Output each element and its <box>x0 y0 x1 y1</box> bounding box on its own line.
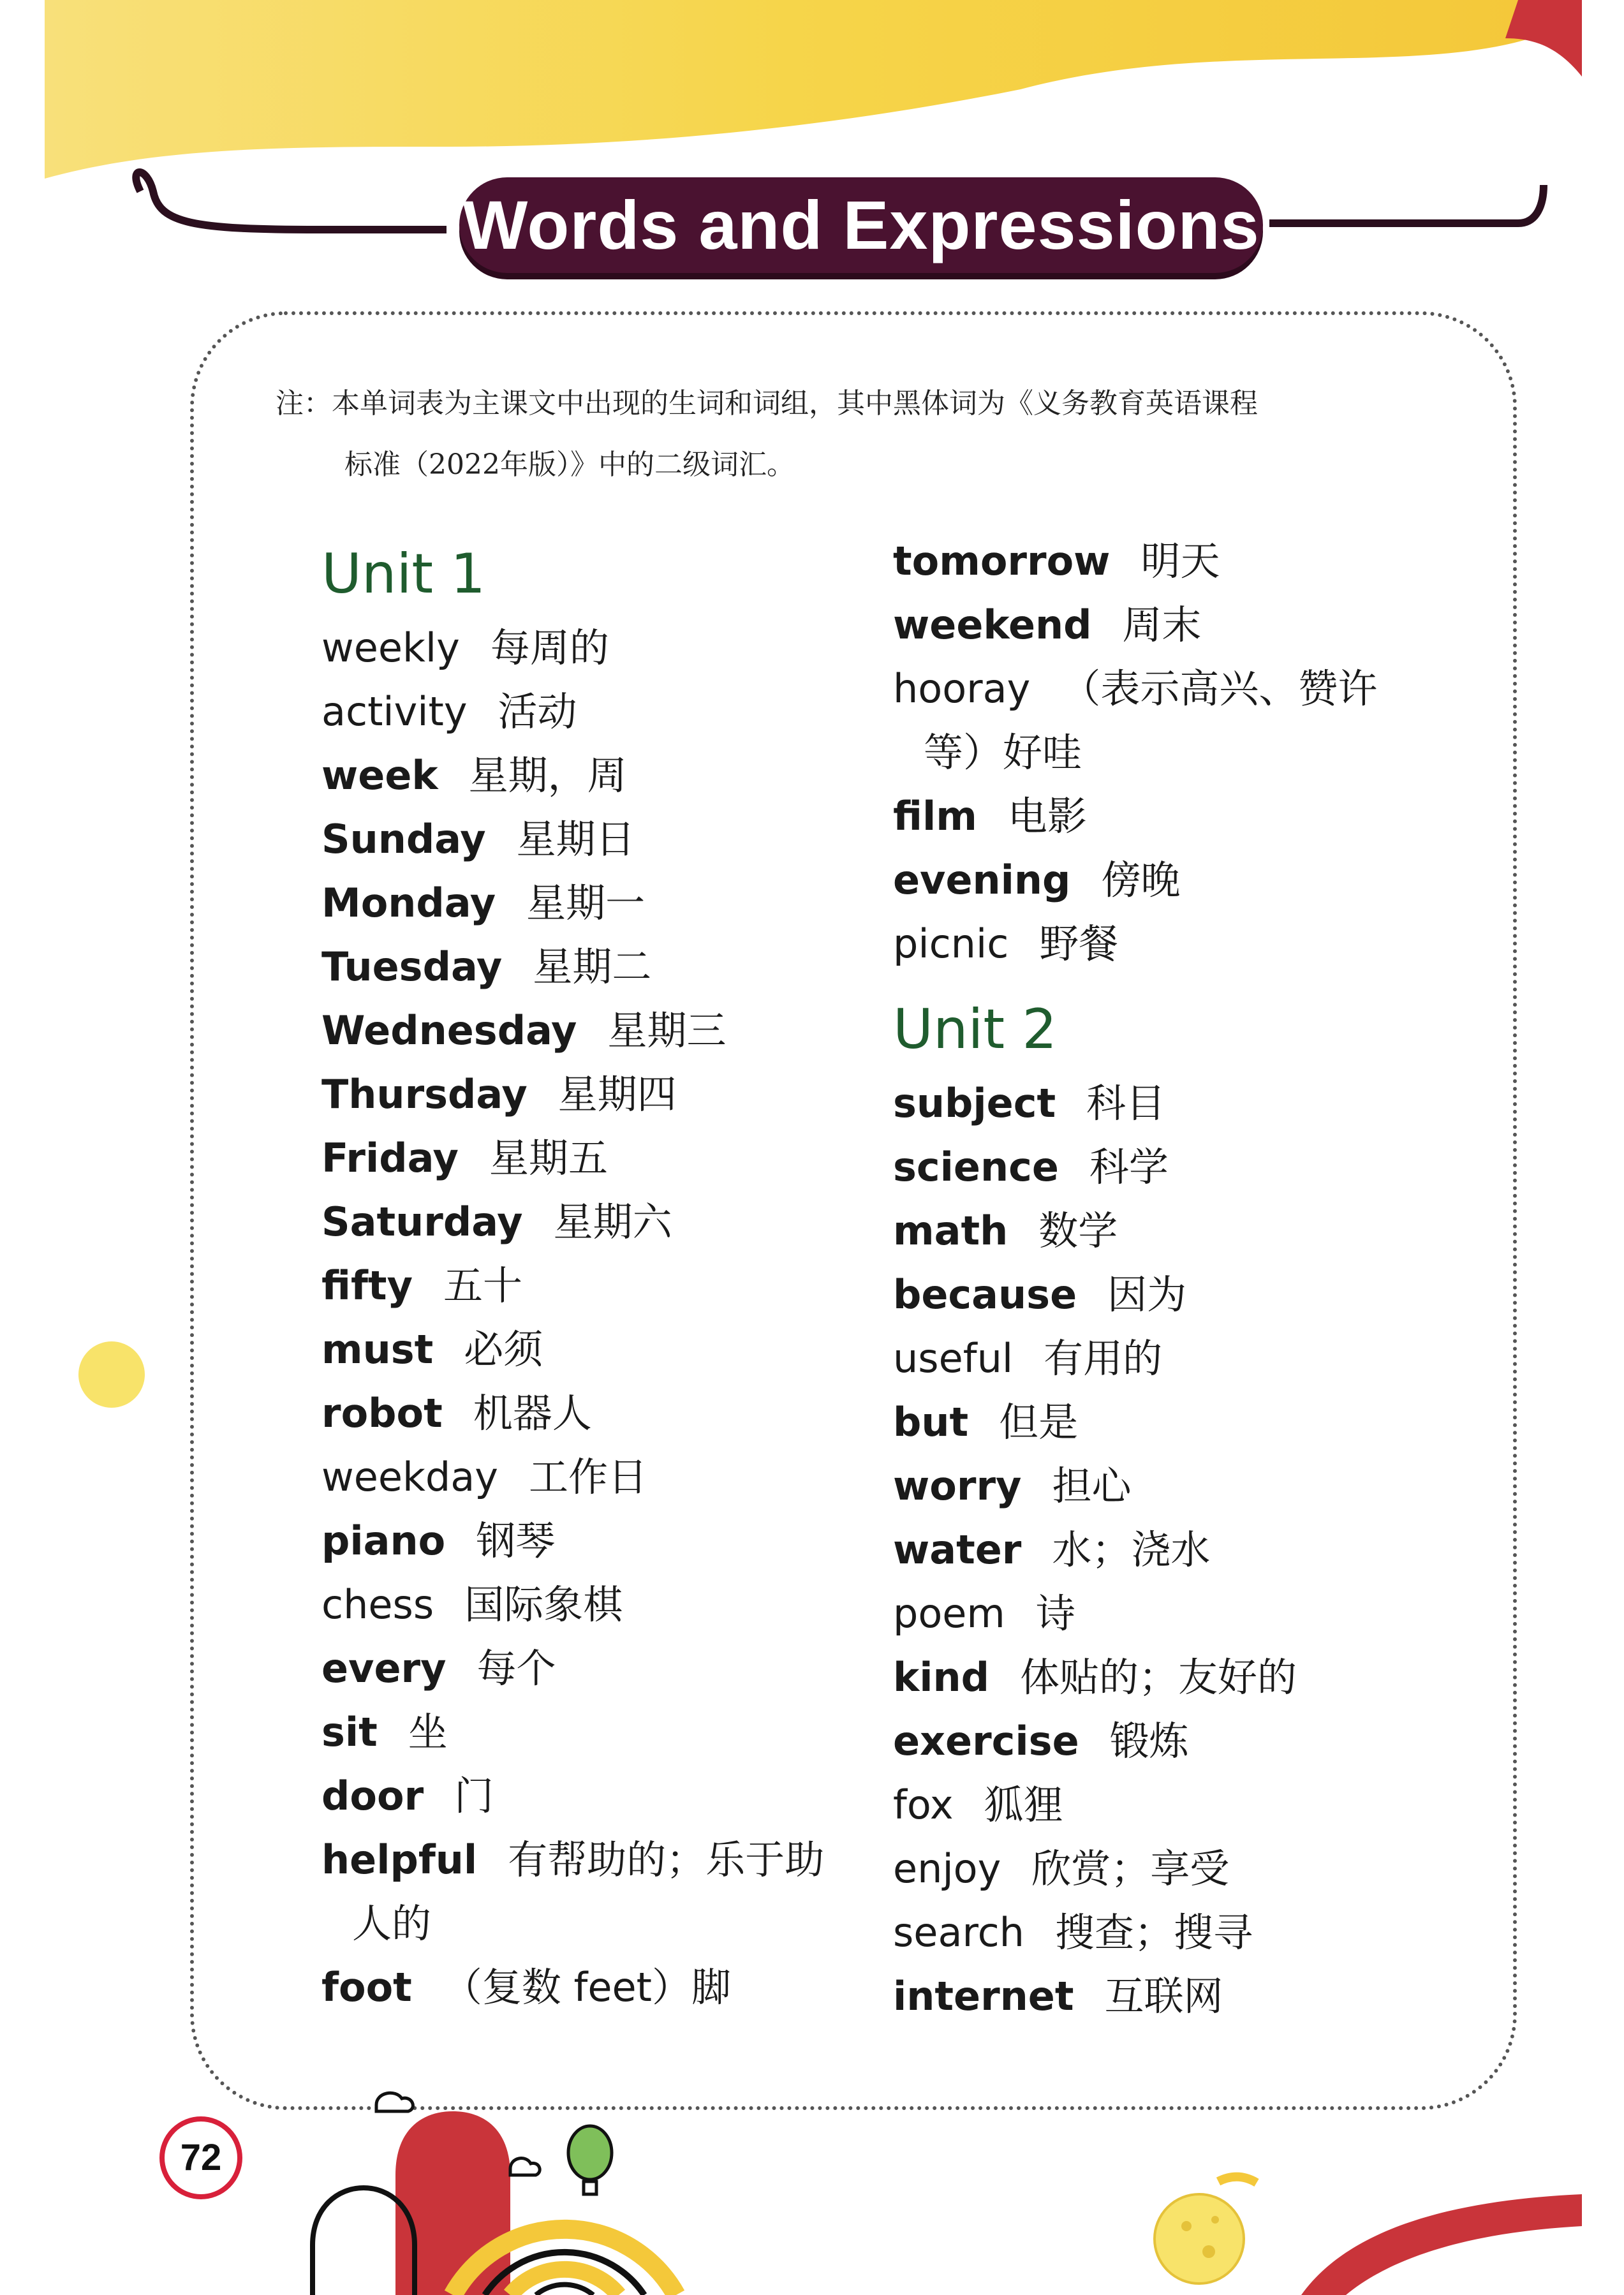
word-meaning: 担心 <box>1052 1463 1132 1509</box>
word: fox <box>893 1782 954 1828</box>
word: internet <box>893 1973 1074 2019</box>
word: Thursday <box>321 1071 528 1118</box>
word-meaning: 每个 <box>476 1645 556 1692</box>
word-entry <box>893 1901 1467 1965</box>
right-column <box>893 529 1467 2028</box>
word-entry <box>321 1509 870 1573</box>
word: week <box>321 752 438 799</box>
word: Sunday <box>321 816 486 862</box>
word-entry <box>321 1445 870 1509</box>
word-entry <box>893 1709 1467 1773</box>
word-meaning: 坐 <box>408 1709 448 1755</box>
note-line-2: 标准（2022年版）》中的二级词汇。 <box>344 448 795 481</box>
word-entry <box>893 1263 1467 1327</box>
word-entry <box>893 1135 1467 1199</box>
word-meaning: 周末 <box>1122 601 1202 648</box>
word-meaning: 但是 <box>999 1399 1079 1445</box>
word-meaning: 诗 <box>1035 1590 1075 1637</box>
note <box>276 373 1487 496</box>
word-entry <box>321 1318 870 1382</box>
word: fifty <box>321 1262 413 1309</box>
word-meaning: 电影 <box>1007 793 1087 839</box>
word-entry <box>321 1956 870 2019</box>
word-entry <box>321 1063 870 1126</box>
word-meaning: 机器人 <box>473 1390 592 1436</box>
word-meaning: 科学 <box>1089 1144 1169 1190</box>
word-entry <box>893 1773 1467 1837</box>
note-line-1: 注：本单词表为主课文中出现的生词和词组，其中黑体词为《义务教育英语课程 <box>276 387 1258 420</box>
word: hooray <box>893 665 1031 712</box>
unit-2-title: Unit 2 <box>893 998 1058 1061</box>
word-meaning: 国际象棋 <box>464 1581 623 1628</box>
word-meaning: 活动 <box>498 688 577 735</box>
word: must <box>321 1326 434 1373</box>
word: but <box>893 1399 969 1445</box>
word-entry <box>893 657 1467 785</box>
word-entry <box>321 1573 870 1637</box>
word-meaning: 五十 <box>443 1262 522 1309</box>
word-entry <box>321 1637 870 1701</box>
word: search <box>893 1909 1024 1956</box>
word-entry <box>321 1828 870 1956</box>
word-meaning: 数学 <box>1038 1207 1118 1254</box>
word: film <box>893 793 977 839</box>
word-meaning-continued: 等）好哇 <box>924 729 1082 776</box>
word: helpful <box>321 1836 478 1883</box>
word-entry <box>893 593 1467 657</box>
word: sit <box>321 1709 378 1755</box>
word-meaning-continued: 人的 <box>352 1900 432 1947</box>
word: water <box>893 1526 1022 1573</box>
word-entry <box>321 999 870 1063</box>
word: every <box>321 1645 447 1692</box>
word-entry <box>321 1254 870 1318</box>
word: chess <box>321 1581 434 1628</box>
word-meaning: 水；浇水 <box>1052 1526 1211 1573</box>
word-meaning: 星期三 <box>607 1007 727 1054</box>
word-meaning: 星期四 <box>557 1071 677 1118</box>
word-entry <box>893 1518 1467 1582</box>
word-meaning: 傍晚 <box>1101 857 1181 903</box>
word: Friday <box>321 1135 459 1181</box>
word: weekly <box>321 624 460 671</box>
word: evening <box>893 857 1071 903</box>
word-meaning: 体贴的；友好的 <box>1020 1654 1297 1701</box>
word: worry <box>893 1463 1022 1509</box>
word: subject <box>893 1080 1056 1126</box>
word-meaning: 星期六 <box>553 1199 672 1245</box>
word-meaning: 必须 <box>464 1326 543 1373</box>
word: foot <box>321 1964 412 2011</box>
word-entry <box>321 935 870 999</box>
word: activity <box>321 688 468 735</box>
word-entry <box>321 1190 870 1254</box>
unit-1-title: Unit 1 <box>321 542 486 606</box>
word-entry <box>893 1199 1467 1263</box>
word: useful <box>893 1335 1014 1382</box>
word-meaning: 明天 <box>1140 538 1220 584</box>
word: piano <box>321 1517 446 1564</box>
word: weekend <box>893 601 1092 648</box>
word-entry <box>893 1327 1467 1391</box>
yellow-dot-decoration <box>77 1339 147 1410</box>
word-entry <box>893 1454 1467 1518</box>
word-entry <box>893 912 1467 976</box>
unit-1-word-list-continued <box>893 529 1467 976</box>
word-meaning: 科目 <box>1086 1080 1166 1126</box>
word-meaning: （复数 feet）脚 <box>442 1964 731 2011</box>
word: door <box>321 1773 424 1819</box>
word: Saturday <box>321 1199 523 1245</box>
word: enjoy <box>893 1845 1001 1892</box>
word: tomorrow <box>893 538 1111 584</box>
word: poem <box>893 1590 1005 1637</box>
bottom-left-decoration <box>293 2086 727 2295</box>
word-meaning: 工作日 <box>528 1454 647 1500</box>
word-meaning: （表示高兴、赞许 <box>1061 665 1378 712</box>
word: Wednesday <box>321 1007 577 1054</box>
word-meaning: 钢琴 <box>476 1517 556 1564</box>
word-entry <box>321 1126 870 1190</box>
word-entry <box>321 871 870 935</box>
word-meaning: 锻炼 <box>1109 1718 1189 1764</box>
word-entry <box>893 785 1467 848</box>
word-meaning: 野餐 <box>1039 920 1119 967</box>
word-entry <box>893 1072 1467 1135</box>
word-entry <box>321 744 870 808</box>
word-entry <box>321 616 870 680</box>
word: kind <box>893 1654 990 1701</box>
word-meaning: 欣赏；享受 <box>1031 1845 1230 1892</box>
word-meaning: 星期日 <box>516 816 635 862</box>
word: math <box>893 1207 1008 1254</box>
word: science <box>893 1144 1059 1190</box>
word-meaning: 搜查；搜寻 <box>1054 1909 1253 1956</box>
unit-2-word-list <box>893 1072 1467 2028</box>
word-entry <box>893 1965 1467 2028</box>
left-column <box>321 536 870 2019</box>
page-number: 72 <box>159 2116 242 2199</box>
unit-1-word-list <box>321 616 870 2019</box>
word-entry <box>893 1391 1467 1454</box>
word-meaning: 星期五 <box>489 1135 608 1181</box>
word-meaning: 狐狸 <box>984 1782 1063 1828</box>
word-entry <box>893 1582 1467 1646</box>
word: Monday <box>321 880 496 926</box>
word-entry <box>321 1382 870 1445</box>
word: picnic <box>893 920 1009 967</box>
word-entry <box>321 808 870 871</box>
word-entry <box>893 1646 1467 1709</box>
word-entry <box>321 1701 870 1764</box>
word-meaning: 每周的 <box>490 624 609 671</box>
word-entry <box>893 848 1467 912</box>
word-meaning: 星期，周 <box>468 752 627 799</box>
word: robot <box>321 1390 443 1436</box>
word-meaning: 互联网 <box>1104 1973 1223 2019</box>
word-meaning: 有用的 <box>1044 1335 1163 1382</box>
word: weekday <box>321 1454 498 1500</box>
bottom-right-decoration <box>1135 2130 1624 2295</box>
word-entry <box>893 1837 1467 1901</box>
word: Tuesday <box>321 943 503 990</box>
word: exercise <box>893 1718 1079 1764</box>
word-meaning: 因为 <box>1107 1271 1187 1318</box>
word-meaning: 有帮助的；乐于助 <box>508 1836 825 1883</box>
word-entry <box>321 1764 870 1828</box>
page-title: Words and Expressions <box>462 186 1260 263</box>
word-meaning: 门 <box>454 1773 494 1819</box>
word: because <box>893 1271 1077 1318</box>
word-entry <box>893 529 1467 593</box>
word-entry <box>321 680 870 744</box>
word-meaning: 星期二 <box>533 943 652 990</box>
word-meaning: 星期一 <box>526 880 646 926</box>
